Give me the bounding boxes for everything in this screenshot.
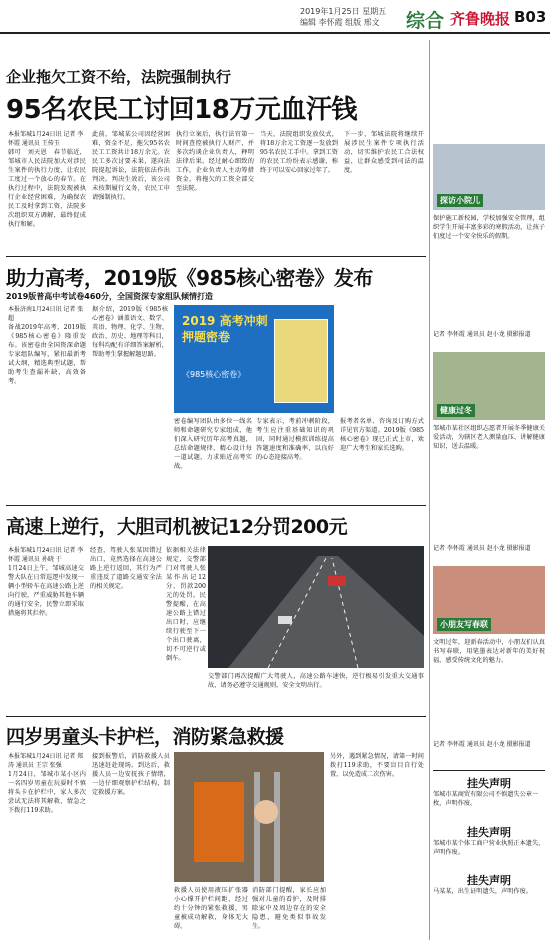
car-mark bbox=[278, 616, 292, 624]
story2-col5: 报考者名单、咨询及订购方式详见官方渠道。2019版《985核心密卷》现已正式上市，欢迎广大考生和家长选购。 bbox=[340, 418, 424, 452]
rescue-scene bbox=[174, 752, 324, 882]
story2-headline: 助力高考，2019版《985核心密卷》发布 bbox=[6, 266, 373, 290]
photo3-text: 文明过年，迎新春活动中，小朋友们认真书写春联，用笔墨表达对新年的美好祝福，感受传统文化的魅力。 bbox=[433, 639, 545, 664]
exam-ad-image bbox=[174, 305, 334, 413]
story4-headline: 四岁男童头卡护栏，消防紧急救援 bbox=[6, 726, 284, 748]
story1-col4: 当天，法院组织发放仪式，将18万余元工资逐一发放到95名农民工手中。拿到工资的农民工纷纷表示感谢，称终于可以安心回家过年了。 bbox=[260, 131, 338, 174]
story1-headline: 95名农民工讨回18万元血汗钱 bbox=[6, 95, 357, 125]
story4-col3: 救援人员使用液压扩张器小心撑开护栏间距，经过约十分钟的紧张救援，男童被成功解救，身体无大碍。 bbox=[174, 887, 248, 930]
photo1-caption: 探访小院儿 bbox=[437, 194, 483, 207]
story3-col4: 交警部门再次提醒广大驾驶人，高速公路车速快，逆行极易引发重大交通事故，请务必遵守交通规则，安全文明出行。 bbox=[208, 673, 424, 689]
highway-photo bbox=[208, 546, 424, 668]
story2-col1: 备战2019年高考，2019版《985核心密卷》隆重发布。该密卷由全国资深命题专家组队编写，紧扣最新考试大纲，精选典型试题，帮助考生查漏补缺，高效备考。 bbox=[8, 324, 86, 385]
divider-2 bbox=[6, 505, 426, 506]
editors-line: 编辑 李怀霞 组版 邢文 bbox=[300, 18, 380, 27]
photo2-credit: 记者 李怀霞 通讯员 赵小龙 摄影报道 bbox=[433, 545, 531, 552]
sidebar-divider bbox=[429, 40, 430, 940]
paper-logo: 齐鲁晚报 bbox=[450, 10, 511, 28]
story2-col4: 专家表示，考前冲刺阶段，考生应注重基础知识的巩固，同时通过模拟训练提高答题速度和准确率，以良好的心态迎接高考。 bbox=[256, 418, 334, 461]
sidebar-photo-2 bbox=[433, 352, 545, 420]
story1-col5: 下一步，邹城法院将继续开展涉民生案件专项执行活动，切实维护农民工合法权益，让群众感受到司法的温度。 bbox=[344, 131, 424, 174]
story1-col2: 此前，邹城某公司因经营困难，资金不足，拖欠95名农民工工资共计18万余元。农民工多次讨要未果，遂向法院提起诉讼，法院依法作出判决。判决生效后，该公司未按期履行义务，农民工申请强制执行。 bbox=[92, 131, 170, 201]
photo2-text: 邹城市某社区组织志愿者开展冬季健康关爱活动，为辖区老人测量血压、讲解健康知识，送去温暖。 bbox=[433, 425, 545, 450]
story1-col1: 韩可 刘天恩 春节临近，邹城市人民法院加大对涉民生案件的执行力度，让农民工度过一个放心的春节。在执行过程中，法院发现被执行企业经营困难，为确保农民工及时拿到工资，法院多次组织双方调解，最终促成执行和解。 bbox=[8, 149, 86, 228]
section-title: 综合 bbox=[406, 10, 445, 32]
notice-3-title: 挂失声明 bbox=[467, 874, 511, 887]
story4-byline: 本报邹城1月24日讯 记者 郑涛 通讯员 王宗 张强 bbox=[8, 753, 84, 769]
photo2-caption: 健康过冬 bbox=[437, 404, 475, 417]
masthead-rule bbox=[0, 32, 550, 34]
story4-col1: 1月24日，邹城市某小区内一名四岁男童在玩耍时不慎将头卡在护栏中，家人多次尝试无法将其解救，情急之下拨打119求助。 bbox=[8, 771, 86, 814]
notice-2-text: 邹城市某个体工商户营业执照正本遗失，声明作废。 bbox=[433, 840, 545, 856]
story3-byline: 本报邹城1月24日讯 记者 李怀霞 通讯员 孙晓 于 bbox=[8, 547, 84, 563]
story1-byline: 本报邹城1月24日讯 记者 李怀霞 通讯员 王传玉 bbox=[8, 131, 84, 147]
page-number: B03 bbox=[514, 8, 547, 26]
sidebar-photo-3 bbox=[433, 566, 545, 634]
notice-1-title: 挂失声明 bbox=[467, 777, 511, 790]
photo1-text: 保护施工新校园，学校加强安全管理，组织学生开展丰富多彩的寒假活动，让孩子们度过一个安全快乐的假期。 bbox=[433, 215, 545, 240]
date-line: 2019年1月25日 星期五 bbox=[300, 7, 387, 16]
story3-col3: 依据相关法律规定，交警部门对驾驶人张某作出记12分、罚款200元的处罚。民警提醒，在高速公路上错过出口时，应继续行驶至下一个出口驶离，切不可逆行或倒车。 bbox=[166, 547, 206, 662]
story4-col5: 另外，遇到紧急情况，请第一时间拨打119求助，不要盲目自行处置，以免造成二次伤害。 bbox=[330, 753, 424, 778]
story3-col1: 1月24日上午，邹城高速交警大队在日常巡逻中发现一辆小型轿车在高速公路上逆向行驶，严重威胁其他车辆的通行安全，民警立即采取措施将其拦停。 bbox=[8, 565, 84, 617]
highway-scene bbox=[208, 546, 424, 668]
story2-col2: 据介绍，2019版《985核心密卷》涵盖语文、数学、英语、物理、化学、生物、政治、历史、地理等科目，每科均配有详细答案解析，帮助考生掌握解题思路。 bbox=[92, 306, 168, 358]
story3-col2: 经查，驾驶人张某因错过出口，竟然选择在高速公路上逆行返回，其行为严重违反了道路交通安全法的相关规定。 bbox=[90, 547, 162, 590]
story1-kicker: 企业拖欠工资不给，法院强制执行 bbox=[6, 68, 232, 86]
divider-1 bbox=[6, 256, 426, 257]
ad-book: 《985核心密卷》 bbox=[182, 370, 246, 379]
story4-col2: 接到报警后，消防救援人员迅速赶赴现场。到达后，救援人员一边安抚孩子情绪，一边仔细观察护栏结构，制定救援方案。 bbox=[92, 753, 170, 796]
story2-col3: 密卷编写团队由多位一线名师和命题研究专家组成，他们深入研究历年高考真题，总结命题规律，精心设计每一道试题，力求贴近高考实战。 bbox=[174, 418, 252, 470]
notice-1-text: 邹城市某商贸有限公司不慎遗失公章一枚，声明作废。 bbox=[433, 791, 539, 807]
photo3-credit: 记者 李怀霞 通讯员 赵小龙 摄影报道 bbox=[433, 741, 531, 748]
story3-headline: 高速上逆行，大胆司机被记12分罚200元 bbox=[6, 516, 348, 538]
rescue-photo bbox=[174, 752, 324, 882]
story1-col3: 执行立案后，执行法官第一时间查控被执行人财产，并多次约谈企业负责人，释明法律后果。经过耐心细致的工作，企业负责人主动筹措资金，将拖欠的工资全部交至法院。 bbox=[176, 131, 254, 192]
story2-byline: 本报济南1月24日讯 记者 张超 bbox=[8, 306, 84, 322]
child-mark bbox=[254, 800, 278, 824]
photo1-credit: 记者 李怀霞 通讯员 赵小龙 摄影报道 bbox=[433, 331, 531, 338]
notice-3-text: 马某某，出生证明遗失，声明作废。 bbox=[433, 888, 532, 895]
notice-2-title: 挂失声明 bbox=[467, 826, 511, 839]
ad-title: 2019 高考冲刺 押题密卷 bbox=[182, 314, 268, 344]
story4-col4: 消防部门提醒，家长应加强对儿童的看护，及时排除家中及周边存在的安全隐患，避免类似事故发生。 bbox=[252, 887, 326, 930]
truck-mark bbox=[328, 576, 346, 586]
sidebar-photo-1 bbox=[433, 144, 545, 210]
book-cover bbox=[274, 319, 328, 403]
photo3-caption: 小朋友写春联 bbox=[437, 618, 491, 631]
firefighter-mark bbox=[194, 782, 244, 862]
notice-rule bbox=[433, 770, 545, 771]
story2-subhead: 2019版普高中考试卷460分，全国资深专家组队倾情打造 bbox=[6, 292, 213, 301]
divider-3 bbox=[6, 716, 426, 717]
